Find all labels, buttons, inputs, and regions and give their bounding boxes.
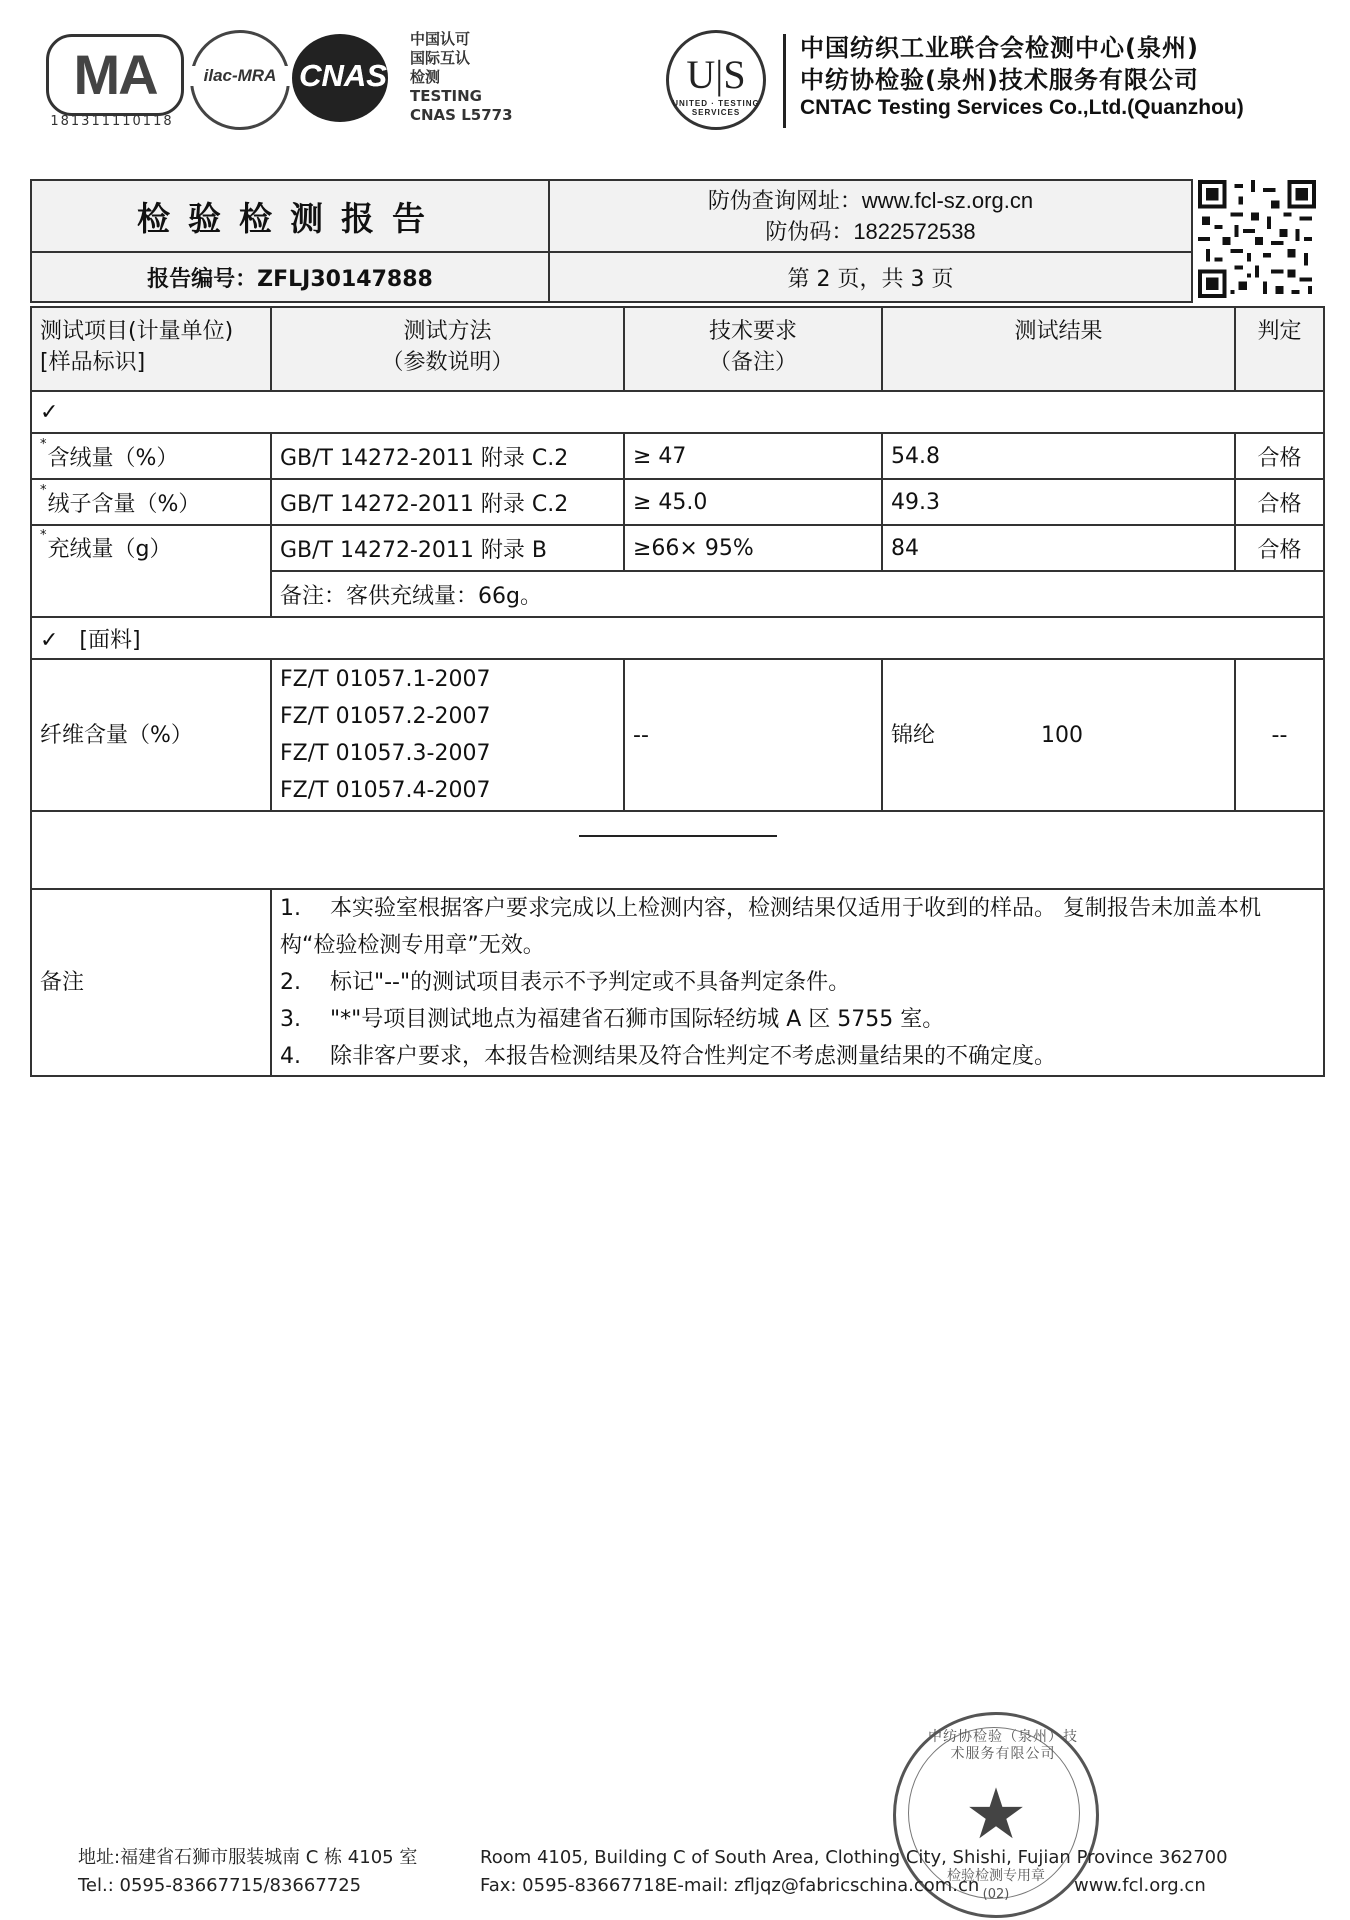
verify-code: 防伪码：1822572538 xyxy=(765,219,976,244)
star-mark: * xyxy=(40,436,47,452)
note-text: "*"号项目测试地点为福建省石狮市国际轻纺城 A 区 5755 室。 xyxy=(330,1007,945,1032)
result: 54.8 xyxy=(882,433,1235,479)
cnas-line: CNAS L5773 xyxy=(410,106,513,124)
seal-number: (02) xyxy=(982,1887,1010,1902)
judgement: -- xyxy=(1235,659,1324,811)
report-number: 报告编号：ZFLJ30147888 xyxy=(31,252,549,302)
verification-info xyxy=(549,180,1192,252)
test-item xyxy=(31,525,271,617)
judgement: 合格 xyxy=(1235,525,1324,571)
header-result: 测试结果 xyxy=(882,307,1235,391)
header-method-label: 测试方法 xyxy=(403,319,492,344)
header-test-item-label: 测试项目(计量单位) xyxy=(40,319,234,344)
test-method: GB/T 14272-2011 附录 C.2 xyxy=(271,433,624,479)
ilac-mra-label: ilac-MRA xyxy=(190,66,290,86)
requirement: -- xyxy=(624,659,882,811)
judgement: 合格 xyxy=(1235,479,1324,525)
address-en: Room 4105, Building C of South Area, Clothing City, Shishi, Fujian Province 362700 xyxy=(480,1847,1228,1868)
header-param-label: （参数说明） xyxy=(381,350,514,375)
telephone: Tel.: 0595-83667715/83667725 xyxy=(78,1875,362,1896)
note-text: 本实验室根据客户要求完成以上检测内容，检测结果仅适用于收到的样品。 复制报告未加盖本机构“检验检测专用章”无效。 xyxy=(280,896,1261,958)
result xyxy=(882,659,1235,811)
note-number: 3. xyxy=(280,1007,301,1032)
org-name-en: CNTAC Testing Services Co.,Ltd.(Quanzhou) xyxy=(800,96,1244,119)
header-test-method xyxy=(271,307,624,391)
requirement: ≥ 47 xyxy=(624,433,882,479)
test-item-label: 含绒量（%） xyxy=(47,445,179,471)
section-2-title: [面料] xyxy=(79,627,141,653)
note-item xyxy=(280,1001,1315,1038)
header-test-item xyxy=(31,307,271,391)
fill-weight-note: 备注：客供充绒量：66g。 xyxy=(271,571,1324,617)
note-text: 除非客户要求，本报告检测结果及符合性判定不考虑测量结果的不确定度。 xyxy=(330,1044,1057,1069)
note-number: 2. xyxy=(280,970,301,995)
test-method: GB/T 14272-2011 附录 B xyxy=(271,525,624,571)
method-line: FZ/T 01057.1-2007 xyxy=(280,667,491,692)
org-name-cn-2: 中纺协检验(泉州)技术服务有限公司 xyxy=(800,66,1199,94)
star-mark: * xyxy=(40,528,47,543)
note-number: 4. xyxy=(280,1044,301,1069)
test-method xyxy=(271,659,624,811)
test-item xyxy=(31,479,271,525)
header-judgement: 判定 xyxy=(1235,307,1324,391)
result: 84 xyxy=(882,525,1235,571)
header-sample-id-label: [样品标识] xyxy=(40,350,146,375)
seal-arc-text: 中纺协检验（泉州）技术服务有限公司 xyxy=(928,1729,1078,1762)
method-line: FZ/T 01057.4-2007 xyxy=(280,778,491,803)
cnas-accreditation-text xyxy=(410,30,513,125)
table-row xyxy=(31,659,1324,811)
cnas-label: CNAS xyxy=(299,58,387,93)
report-title: 检验检测报告 xyxy=(31,180,549,252)
note-text: 标记"--"的测试项目表示不予判定或不具备判定条件。 xyxy=(330,970,851,995)
method-line: FZ/T 01057.2-2007 xyxy=(280,704,491,729)
header-req-label: 技术要求 xyxy=(708,319,797,344)
website-link[interactable]: www.fcl.org.cn xyxy=(1074,1875,1206,1896)
verify-url: 防伪查询网址：www.fcl-sz.org.cn xyxy=(707,188,1034,213)
fax: Fax: 0595-83667718 xyxy=(480,1875,667,1896)
result: 49.3 xyxy=(882,479,1235,525)
check-icon: ✓ xyxy=(40,399,59,425)
section-2-header xyxy=(31,617,1324,659)
notes-content xyxy=(271,889,1324,1076)
page-info: 第 2 页，共 3 页 xyxy=(549,252,1192,302)
test-item: 纤维含量（%） xyxy=(31,659,271,811)
us-logo-mark: U|S xyxy=(686,52,746,97)
fiber-value: 100 xyxy=(1041,722,1083,748)
end-separator-line xyxy=(579,835,777,837)
test-method: GB/T 14272-2011 附录 C.2 xyxy=(271,479,624,525)
end-separator-cell xyxy=(31,811,1324,889)
results-table xyxy=(30,306,1325,1077)
org-name-cn-1: 中国纺织工业联合会检测中心(泉州) xyxy=(800,34,1199,62)
us-logo-subtext: UNITED · TESTING SERVICES xyxy=(672,99,760,117)
qr-code-icon xyxy=(1198,180,1316,298)
requirement: ≥ 45.0 xyxy=(624,479,882,525)
test-item xyxy=(31,433,271,479)
note-item xyxy=(280,890,1315,964)
address-cn: 地址:福建省石狮市服装城南 C 栋 4105 室 xyxy=(78,1847,418,1868)
header-requirement xyxy=(624,307,882,391)
cnas-line: 国际互认 xyxy=(410,49,471,67)
section-1-header xyxy=(31,391,1324,433)
judgement: 合格 xyxy=(1235,433,1324,479)
cma-code: 181311110118 xyxy=(50,114,174,129)
note-item xyxy=(280,964,1315,1001)
us-testing-logo xyxy=(666,30,766,130)
notes-row xyxy=(31,889,1324,1076)
note-number: 1. xyxy=(280,896,301,921)
cma-logo: MA xyxy=(46,34,184,116)
notes-label: 备注 xyxy=(31,889,271,1076)
test-item-label: 充绒量（g） xyxy=(47,537,172,562)
check-icon: ✓ xyxy=(40,627,59,653)
note-item xyxy=(280,1038,1315,1075)
seal-center-text: 检验检测专用章 xyxy=(947,1868,1045,1884)
page-footer xyxy=(78,1844,1228,1900)
star-icon: ★ xyxy=(964,1773,1028,1855)
header-divider xyxy=(783,34,786,128)
cnas-line: 检测 xyxy=(410,68,441,86)
organization-name xyxy=(800,32,1244,120)
fiber-name: 锦纶 xyxy=(891,722,936,748)
table-row xyxy=(31,433,1324,479)
cnas-line: 中国认可 xyxy=(410,30,471,48)
table-row xyxy=(31,479,1324,525)
method-line: FZ/T 01057.3-2007 xyxy=(280,741,491,766)
email: E-mail: zfljqz@fabricschina.com.cn xyxy=(666,1875,980,1896)
test-item-label: 绒子含量（%） xyxy=(47,491,201,517)
cnas-line: TESTING xyxy=(410,87,482,105)
star-mark: * xyxy=(40,482,47,498)
report-header-table xyxy=(30,179,1193,303)
requirement: ≥66× 95% xyxy=(624,525,882,571)
header-remark-label: （备注） xyxy=(708,350,797,375)
table-row xyxy=(31,525,1324,571)
